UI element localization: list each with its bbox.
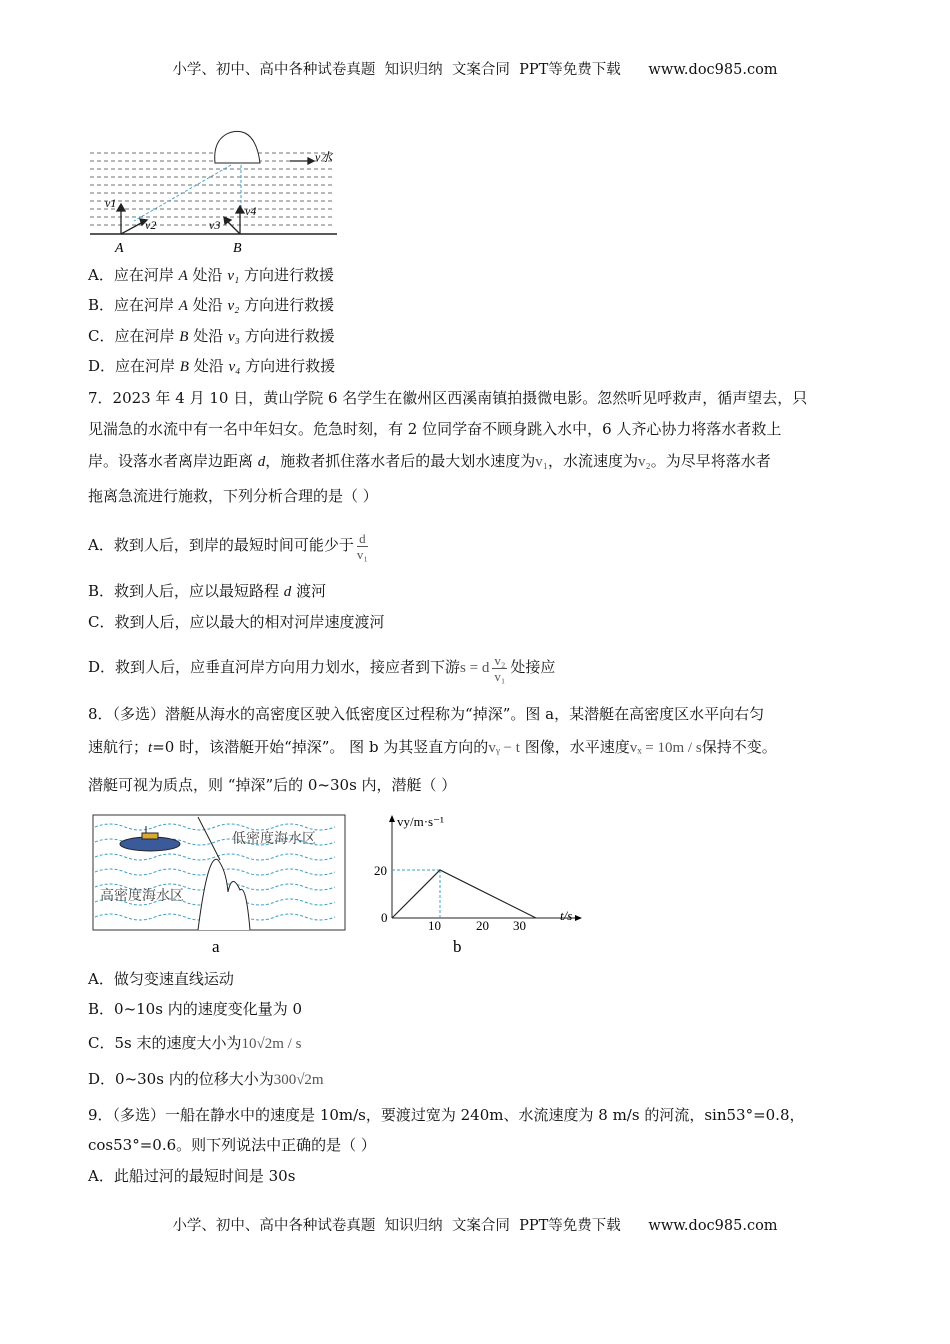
q8-line2: 速航行；t=0 时，该潜艇开始“掉深”。 图 b 为其竖直方向的vᵧ − t 图像，水平速度vₓ = 10m / s保持不变。 bbox=[88, 738, 777, 756]
caption-b: b bbox=[453, 937, 462, 956]
q7-line1: 7．2023 年 4 月 10 日，黄山学院 6 名学生在徽州区西溪南镇拍摄微电影。忽然听见呼救声，循声望去，只 bbox=[88, 389, 808, 407]
figure-a-submarine bbox=[90, 812, 350, 957]
q7-option-b: B．救到人后，应以最短路程 d 渡河 bbox=[88, 582, 327, 600]
caption-a: a bbox=[212, 937, 220, 956]
q8-line1: 8．（多选）潜艇从海水的高密度区驶入低密度区过程称为“掉深”。图 a，某潜艇在高密度区水平向右匀 bbox=[88, 705, 765, 723]
page-header: 小学、初中、高中各种试卷真题 知识归纳 文案合同 PPT等免费下载 www.doc985.com bbox=[172, 62, 778, 78]
q8-line3: 潜艇可视为质点，则 “掉深”后的 0~30s 内，潜艇（ ） bbox=[88, 776, 457, 794]
q7-line2: 见湍急的水流中有一名中年妇女。危急时刻，有 2 位同学奋不顾身跳入水中，6 人齐心协力将落水者救上 bbox=[88, 420, 782, 438]
label-A: A bbox=[115, 241, 124, 256]
x-axis-label: t/s bbox=[560, 908, 573, 923]
figure-b-vt-graph bbox=[365, 812, 595, 957]
y-tick-0: 0 bbox=[381, 910, 388, 925]
x-tick-30: 30 bbox=[513, 918, 526, 933]
q8-option-a: A．做匀变速直线运动 bbox=[88, 970, 234, 988]
q9-line2: cos53°=0.6。则下列说法中正确的是（ ） bbox=[88, 1136, 376, 1154]
label-v4: v4 bbox=[245, 204, 257, 218]
q9-line1: 9．（多选）一船在静水中的速度是 10m/s，要渡过宽为 240m、水流速度为 8 m/s 的河流，sin53°=0.8， bbox=[88, 1106, 805, 1124]
label-v1: v1 bbox=[105, 196, 117, 210]
q8-option-d: D．0~30s 内的位移大小为300√2m bbox=[88, 1070, 324, 1088]
page-footer: 小学、初中、高中各种试卷真题 知识归纳 文案合同 PPT等免费下载 www.doc985.com bbox=[172, 1218, 778, 1234]
q8-option-c: C．5s 末的速度大小为10√2m / s bbox=[88, 1034, 302, 1052]
x-tick-20: 20 bbox=[476, 918, 489, 933]
label-v-water: v水 bbox=[315, 150, 333, 164]
y-axis-label: vy/m·s⁻¹ bbox=[397, 814, 444, 829]
q6-option-c: C．应在河岸 B 处沿 v₃ 方向进行救援 bbox=[88, 327, 335, 345]
q6-option-b: B．应在河岸 A 处沿 v₂ 方向进行救援 bbox=[88, 296, 335, 314]
label-B: B bbox=[233, 241, 242, 256]
x-tick-10: 10 bbox=[428, 918, 441, 933]
vy-series-line bbox=[392, 870, 536, 918]
label-v2: v2 bbox=[145, 218, 157, 232]
y-tick-20: 20 bbox=[374, 863, 387, 878]
q6-option-d: D．应在河岸 B 处沿 v₄ 方向进行救援 bbox=[88, 357, 336, 375]
river-rescue-figure bbox=[85, 125, 345, 260]
q7-option-a: A．救到人后，到岸的最短时间可能少于 $\frac{d}{\text{v₁}}$ bbox=[88, 530, 368, 562]
q7-line4: 拖离急流进行施救，下列分析合理的是（ ） bbox=[88, 487, 378, 505]
q9-option-a: A．此船过河的最短时间是 30s bbox=[88, 1167, 296, 1185]
label-v3: v3 bbox=[209, 218, 221, 232]
low-density-label: 低密度海水区 bbox=[232, 832, 316, 847]
q7-option-c: C．救到人后，应以最大的相对河岸速度渡河 bbox=[88, 613, 385, 631]
q6-option-a: A．应在河岸 A 处沿 v₁ 方向进行救援 bbox=[88, 266, 334, 284]
high-density-label: 高密度海水区 bbox=[100, 889, 184, 904]
q7-line3: 岸。设落水者离岸边距离 d，施救者抓住落水者后的最大划水速度为v₁，水流速度为v₂。为尽早将落水者 bbox=[88, 452, 771, 470]
q7-option-d: D．救到人后，应垂直河岸方向用力划水，接应者到下游s = d $\frac{\text{v₂}}{\text{v₁}}$ 处接应 bbox=[88, 652, 556, 684]
q8-option-b: B．0~10s 内的速度变化量为 0 bbox=[88, 1000, 302, 1018]
